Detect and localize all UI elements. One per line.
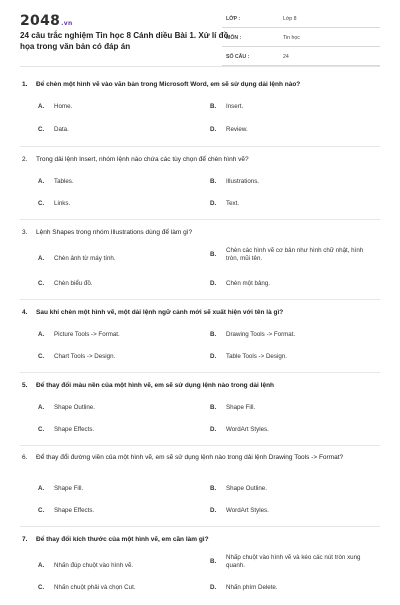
question-item bbox=[20, 373, 380, 446]
question-number: 7. bbox=[22, 536, 28, 543]
option-a[interactable] bbox=[38, 485, 198, 493]
option-text: Chèn ảnh từ máy tính. bbox=[54, 255, 116, 262]
option-d[interactable] bbox=[210, 126, 370, 134]
option-text: Chèn các hình vẽ cơ bản như hình chữ nhật, hình tròn, mũi tên. bbox=[226, 247, 364, 262]
option-text: Picture Tools -> Format. bbox=[54, 331, 120, 338]
option-text: Nhấn phím Delete. bbox=[226, 584, 278, 591]
option-c[interactable] bbox=[38, 426, 198, 434]
option-c[interactable] bbox=[38, 507, 198, 515]
option-text: Nhấp chuột vào hình vẽ và kéo các nút tròn xung quanh. bbox=[226, 554, 361, 569]
option-text: Chart Tools -> Design. bbox=[54, 353, 116, 360]
question-number: 3. bbox=[22, 229, 28, 236]
meta-table bbox=[222, 12, 380, 69]
option-a[interactable] bbox=[38, 103, 198, 111]
document-header bbox=[0, 0, 400, 64]
option-c[interactable] bbox=[38, 126, 198, 134]
option-text: Data. bbox=[54, 126, 69, 133]
option-letter: C. bbox=[38, 280, 45, 287]
option-c[interactable] bbox=[38, 584, 198, 592]
question-body: Để chèn một hình vẽ vào văn bản trong Microsoft Word, em sẽ sử dụng dải lệnh nào? bbox=[36, 81, 301, 88]
option-letter: C. bbox=[38, 126, 45, 133]
option-b[interactable] bbox=[210, 178, 370, 186]
option-letter: C. bbox=[38, 584, 45, 591]
option-letter: A. bbox=[38, 562, 45, 569]
option-text: Shape Fill. bbox=[226, 404, 256, 411]
question-text bbox=[20, 309, 380, 318]
question-number: 2. bbox=[22, 156, 28, 163]
option-text: Chèn một bảng. bbox=[226, 280, 271, 287]
option-a[interactable] bbox=[38, 255, 198, 263]
option-letter: B. bbox=[210, 251, 217, 258]
option-text: Shape Outline. bbox=[226, 485, 267, 492]
option-letter: A. bbox=[38, 404, 45, 411]
option-text: Links. bbox=[54, 200, 71, 207]
option-a[interactable] bbox=[38, 331, 198, 339]
question-item bbox=[20, 72, 380, 147]
meta-row-count bbox=[222, 50, 380, 66]
option-text: Review. bbox=[226, 126, 248, 133]
question-text bbox=[20, 229, 380, 238]
question-item bbox=[20, 147, 380, 220]
option-text: Drawing Tools -> Format. bbox=[226, 331, 296, 338]
option-letter: A. bbox=[38, 255, 45, 262]
option-letter: A. bbox=[38, 103, 45, 110]
meta-label: MÔN : bbox=[226, 35, 242, 41]
option-b[interactable] bbox=[210, 404, 370, 412]
question-body: Để thay đổi đường viền của một hình vẽ, em sẽ sử dụng lệnh nào trong dải lệnh Drawing Tools -> Format? bbox=[36, 454, 344, 461]
option-letter: D. bbox=[210, 200, 217, 207]
option-a[interactable] bbox=[38, 404, 198, 412]
option-d[interactable] bbox=[210, 507, 370, 515]
question-text bbox=[20, 536, 380, 545]
option-a[interactable] bbox=[38, 562, 198, 570]
option-letter: A. bbox=[38, 485, 45, 492]
question-text bbox=[20, 454, 380, 463]
option-letter: C. bbox=[38, 426, 45, 433]
question-item bbox=[20, 300, 380, 373]
option-text: Chèn biểu đồ. bbox=[54, 280, 93, 287]
option-letter: B. bbox=[210, 558, 217, 565]
question-text bbox=[20, 81, 380, 90]
option-letter: D. bbox=[210, 507, 217, 514]
option-c[interactable] bbox=[38, 280, 198, 288]
option-text: Shape Outline. bbox=[54, 404, 95, 411]
document-title: 24 câu trắc nghiệm Tin học 8 Cánh diều Bài 1. Xử lí đồ họa trong văn bản có đáp án bbox=[20, 31, 229, 51]
option-text: Shape Effects. bbox=[54, 426, 95, 433]
option-letter: B. bbox=[210, 178, 217, 185]
question-item bbox=[20, 220, 380, 300]
meta-value: Lớp 8 bbox=[283, 16, 297, 22]
option-letter: D. bbox=[210, 280, 217, 287]
option-d[interactable] bbox=[210, 584, 370, 592]
question-body: Trong dải lệnh Insert, nhóm lệnh nào chứa các tùy chọn để chèn hình vẽ? bbox=[36, 156, 249, 163]
question-number: 5. bbox=[22, 382, 28, 389]
option-letter: D. bbox=[210, 426, 217, 433]
option-d[interactable] bbox=[210, 280, 370, 288]
option-letter: B. bbox=[210, 331, 217, 338]
option-text: WordArt Styles. bbox=[226, 426, 269, 433]
meta-value: 24 bbox=[283, 54, 289, 60]
option-letter: D. bbox=[210, 353, 217, 360]
option-text: Table Tools -> Design. bbox=[226, 353, 287, 360]
site-logo[interactable] bbox=[20, 13, 73, 29]
option-text: Insert. bbox=[226, 103, 244, 110]
option-d[interactable] bbox=[210, 353, 370, 361]
meta-label: SỐ CÂU : bbox=[226, 54, 250, 60]
option-text: Illustrations. bbox=[226, 178, 260, 185]
option-text: Nhấn chuột phải và chọn Cut. bbox=[54, 584, 136, 591]
question-item bbox=[20, 446, 380, 527]
meta-row-subject bbox=[222, 31, 380, 47]
meta-row-class bbox=[222, 12, 380, 28]
option-c[interactable] bbox=[38, 200, 198, 208]
option-b[interactable] bbox=[210, 247, 370, 263]
option-text: Text. bbox=[226, 200, 240, 207]
option-d[interactable] bbox=[210, 426, 370, 434]
option-text: Tables. bbox=[54, 178, 74, 185]
option-b[interactable] bbox=[210, 554, 370, 570]
option-text: Shape Fill. bbox=[54, 485, 84, 492]
option-b[interactable] bbox=[210, 103, 370, 111]
option-letter: D. bbox=[210, 126, 217, 133]
option-letter: C. bbox=[38, 353, 45, 360]
option-letter: A. bbox=[38, 331, 45, 338]
question-text bbox=[20, 156, 380, 165]
option-text: Home. bbox=[54, 103, 73, 110]
question-list bbox=[20, 72, 380, 605]
option-text: Nhấn đúp chuột vào hình vẽ. bbox=[54, 562, 134, 569]
meta-label: LỚP : bbox=[226, 16, 241, 22]
question-number: 4. bbox=[22, 309, 28, 316]
option-a[interactable] bbox=[38, 178, 198, 186]
option-text: Shape Effects. bbox=[54, 507, 95, 514]
option-letter: B. bbox=[210, 103, 217, 110]
option-b[interactable] bbox=[210, 485, 370, 493]
option-text: WordArt Styles. bbox=[226, 507, 269, 514]
question-text bbox=[20, 382, 380, 391]
option-letter: B. bbox=[210, 485, 217, 492]
question-number: 6. bbox=[22, 454, 28, 461]
logo-tld: .vn bbox=[61, 20, 73, 27]
option-letter: A. bbox=[38, 178, 45, 185]
option-b[interactable] bbox=[210, 331, 370, 339]
logo-text: 2048 bbox=[20, 13, 61, 29]
option-letter: B. bbox=[210, 404, 217, 411]
question-body: Để thay đổi kích thước của một hình vẽ, em cần làm gì? bbox=[36, 536, 209, 543]
question-body: Lệnh Shapes trong nhóm Illustrations dùng để làm gì? bbox=[36, 229, 193, 236]
question-body: Để thay đổi màu nền của một hình vẽ, em sẽ sử dụng lệnh nào trong dải lệnh bbox=[36, 382, 275, 389]
option-letter: C. bbox=[38, 200, 45, 207]
question-item bbox=[20, 527, 380, 605]
option-letter: D. bbox=[210, 584, 217, 591]
option-d[interactable] bbox=[210, 200, 370, 208]
option-letter: C. bbox=[38, 507, 45, 514]
option-c[interactable] bbox=[38, 353, 198, 361]
meta-value: Tin học bbox=[283, 35, 300, 41]
header-divider bbox=[20, 66, 380, 67]
question-body: Sau khi chèn một hình vẽ, một dải lệnh ngữ cảnh mới sẽ xuất hiện với tên là gì? bbox=[36, 309, 284, 316]
question-number: 1. bbox=[22, 81, 28, 88]
